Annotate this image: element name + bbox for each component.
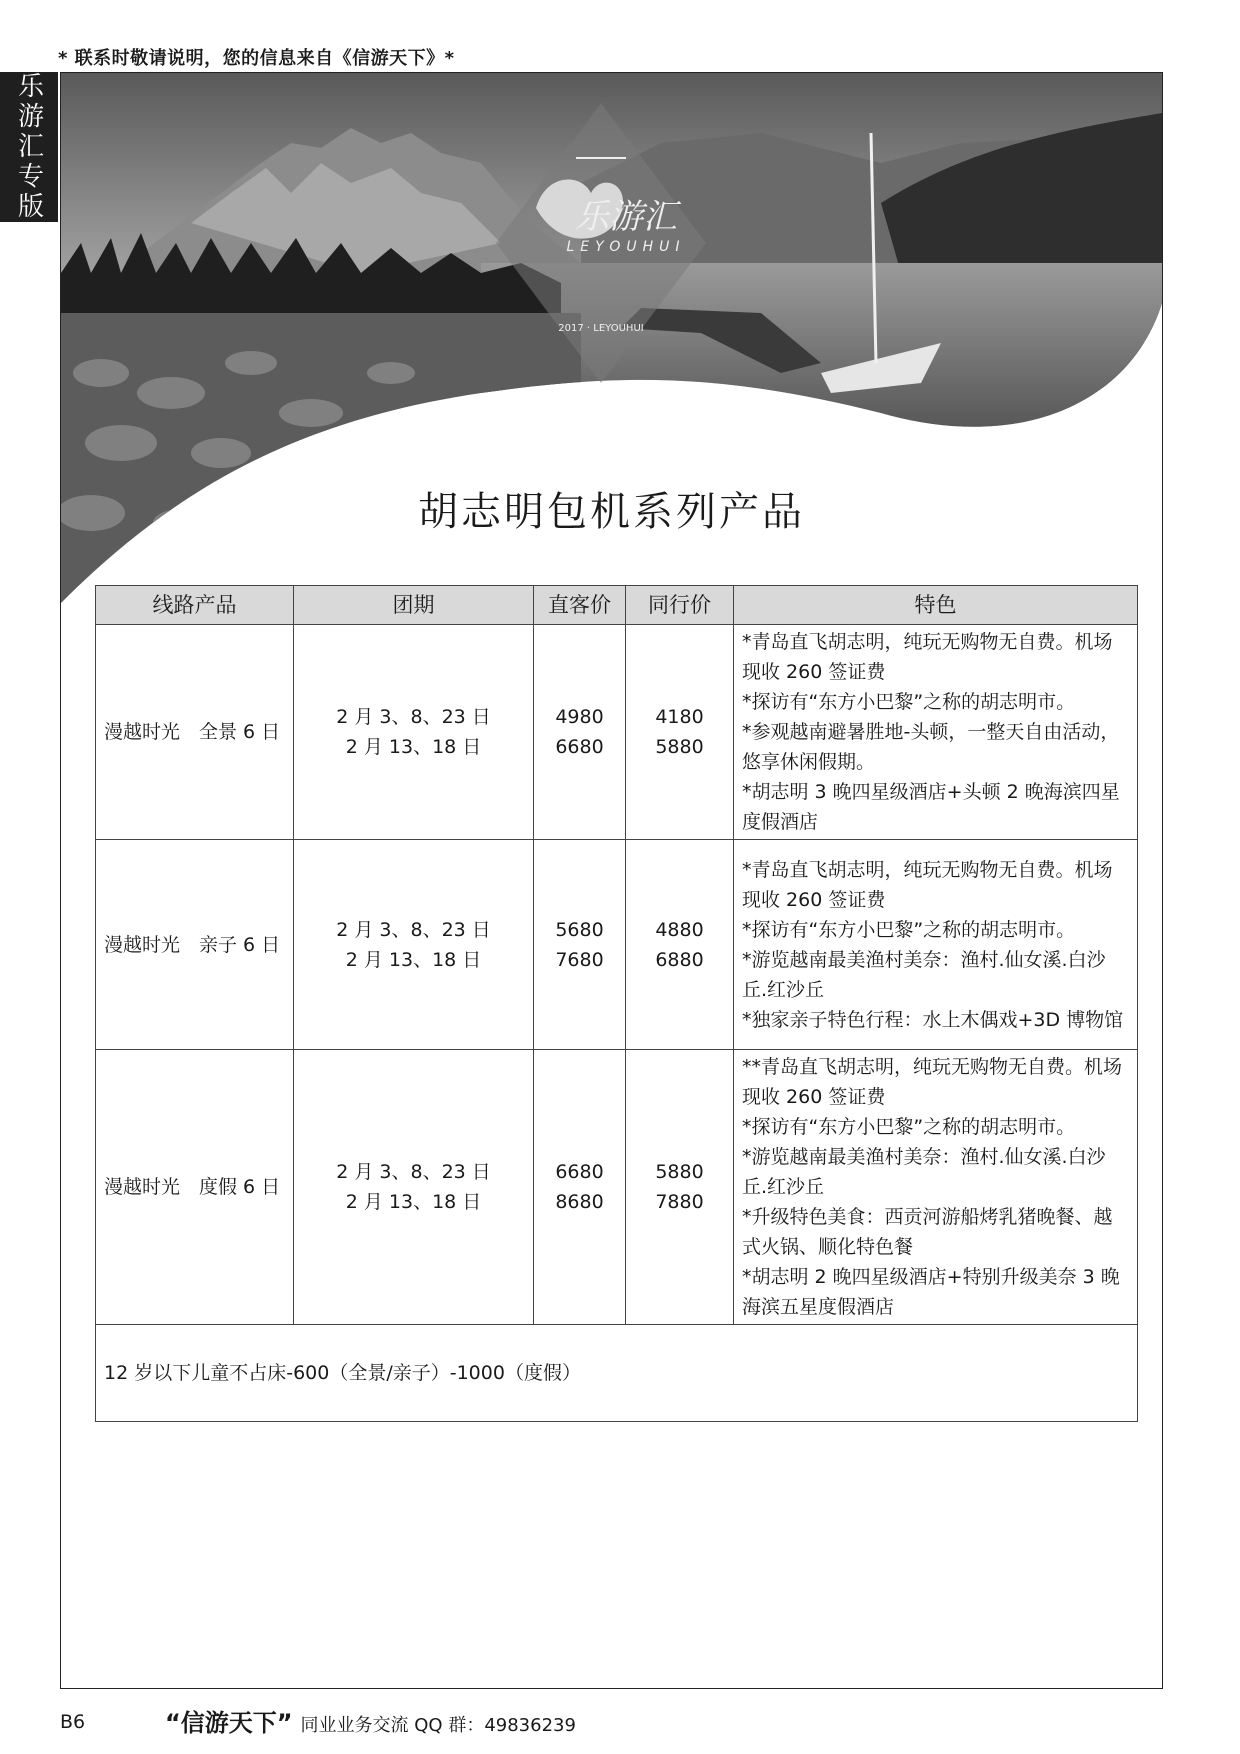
feature-item: *独家亲子特色行程：水上木偶戏+3D 博物馆: [742, 1008, 1124, 1031]
direct-price: [534, 1050, 626, 1325]
feature-item: *游览越南最美渔村美奈：渔村.仙女溪.白沙丘.红沙丘: [742, 948, 1106, 1001]
route-name: 漫越时光 亲子 6 日: [96, 840, 294, 1050]
table-row: [96, 1050, 1138, 1325]
header-peer-price: 同行价: [626, 586, 734, 625]
price-value: 6680: [555, 736, 604, 758]
price-value: 6680: [555, 1161, 604, 1183]
feature-item: *探访有“东方小巴黎”之称的胡志明市。: [742, 691, 1076, 713]
feature-item: *探访有“东方小巴黎”之称的胡志明市。: [742, 918, 1076, 941]
feature-item: *胡志明 2 晚四星级酒店+特别升级美奈 3 晚海滨五星度假酒店: [742, 1266, 1120, 1318]
footer-brand-name: “信游天下”: [165, 1709, 293, 1737]
table-note-row: [96, 1325, 1138, 1422]
route-name: 漫越时光 全景 6 日: [96, 625, 294, 840]
table-row: [96, 840, 1138, 1050]
logo-latin: LEYOUHUI: [566, 239, 686, 255]
price-value: 6880: [655, 948, 704, 971]
child-price-note: 12 岁以下儿童不占床-600（全景/亲子）-1000（度假）: [96, 1325, 1138, 1422]
peer-price: [626, 625, 734, 840]
feature-item: *升级特色美食：西贡河游船烤乳猪晚餐、越式火锅、顺化特色餐: [742, 1206, 1113, 1258]
features: [734, 1050, 1138, 1325]
date-line: 2 月 3、8、23 日: [336, 706, 491, 728]
price-value: 4980: [555, 706, 604, 728]
price-value: 5680: [555, 918, 604, 941]
logo-tagline: 2017 · LEYOUHUI: [558, 323, 644, 334]
direct-price: [534, 840, 626, 1050]
feature-item: **青岛直飞胡志明，纯玩无购物无自费。机场现收 260 签证费: [742, 1056, 1123, 1108]
top-note: * 联系时敬请说明，您的信息来自《信游天下》*: [58, 48, 455, 69]
logo-text: 乐游汇: [575, 197, 677, 237]
footer-qq-group: 同业业务交流 QQ 群：49836239: [300, 1715, 576, 1736]
feature-item: *胡志明 3 晚四星级酒店+头顿 2 晚海滨四星度假酒店: [742, 781, 1120, 833]
header-direct-price: 直客价: [534, 586, 626, 625]
feature-item: *青岛直飞胡志明，纯玩无购物无自费。机场现收 260 签证费: [742, 858, 1113, 911]
table-row: [96, 625, 1138, 840]
features: [734, 625, 1138, 840]
product-table: [95, 585, 1138, 1422]
price-value: 5880: [655, 1161, 704, 1183]
direct-price: [534, 625, 626, 840]
date-line: 2 月 13、18 日: [345, 1191, 482, 1213]
price-value: 8680: [555, 1191, 604, 1213]
feature-item: *游览越南最美渔村美奈：渔村.仙女溪.白沙丘.红沙丘: [742, 1146, 1106, 1198]
header-dates: 团期: [294, 586, 534, 625]
side-tab-label: 乐游汇专版: [13, 72, 44, 222]
route-name: 漫越时光 度假 6 日: [96, 1050, 294, 1325]
price-value: 7680: [555, 948, 604, 971]
table-header-row: [96, 586, 1138, 625]
feature-item: *青岛直飞胡志明，纯玩无购物无自费。机场现收 260 签证费: [742, 631, 1113, 683]
date-line: 2 月 13、18 日: [345, 736, 482, 758]
tour-dates: [294, 625, 534, 840]
feature-item: *探访有“东方小巴黎”之称的胡志明市。: [742, 1116, 1076, 1138]
feature-item: *参观越南避暑胜地-头顿，一整天自由活动，悠享休闲假期。: [742, 721, 1120, 773]
date-line: 2 月 3、8、23 日: [336, 1161, 491, 1183]
price-value: 7880: [655, 1191, 704, 1213]
date-line: 2 月 13、18 日: [345, 948, 482, 971]
side-tab: [0, 72, 58, 222]
price-value: 5880: [655, 736, 704, 758]
header-route: 线路产品: [96, 586, 294, 625]
date-line: 2 月 3、8、23 日: [336, 918, 491, 941]
page-number: B6: [60, 1711, 86, 1733]
price-value: 4180: [655, 706, 704, 728]
price-value: 4880: [655, 918, 704, 941]
footer-brand: [165, 1703, 576, 1738]
tour-dates: [294, 840, 534, 1050]
header-features: 特色: [734, 586, 1138, 625]
peer-price: [626, 1050, 734, 1325]
features: [734, 840, 1138, 1050]
page-title: 胡志明包机系列产品: [418, 489, 805, 535]
tour-dates: [294, 1050, 534, 1325]
peer-price: [626, 840, 734, 1050]
